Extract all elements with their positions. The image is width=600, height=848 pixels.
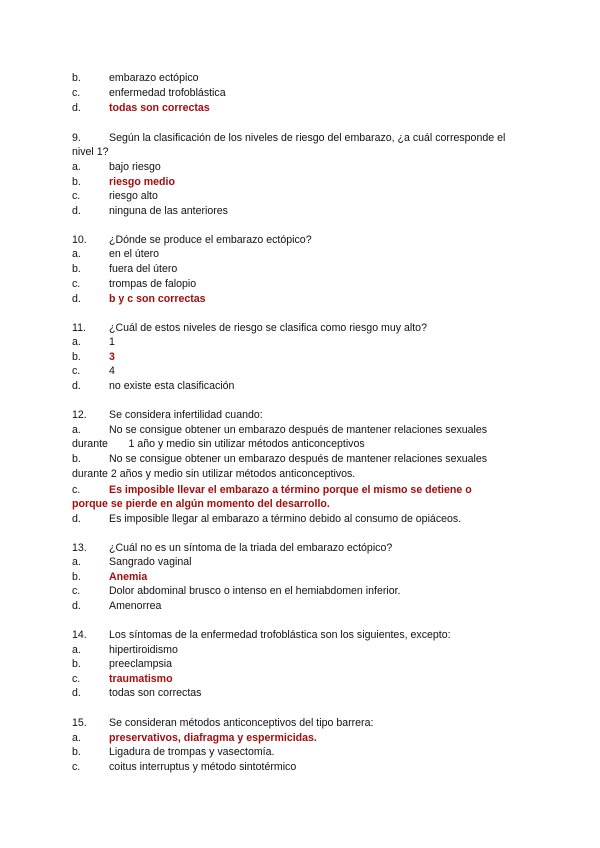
correct-answer: todas son correctas bbox=[109, 102, 210, 114]
correct-answer: riesgo medio bbox=[109, 176, 175, 188]
correct-answer: Anemia bbox=[109, 571, 148, 583]
correct-answer: traumatismo bbox=[109, 673, 173, 685]
q12-option-c-cont: porque se pierde en algún momento del desarrollo. bbox=[72, 498, 330, 510]
correct-answer: preservativos, diafragma y espermicidas. bbox=[109, 732, 317, 744]
correct-answer: b y c son correctas bbox=[109, 293, 206, 305]
q12-option-a-cont: durante 1 año y medio sin utilizar métodos anticonceptivos bbox=[72, 438, 365, 450]
correct-answer: Es imposible llevar el embarazo a término porque el mismo se detiene o bbox=[109, 484, 472, 496]
q9-question-cont: nivel 1? bbox=[72, 146, 109, 158]
q12-option-b-cont: durante 2 años y medio sin utilizar métodos anticonceptivos. bbox=[72, 468, 356, 480]
exam-page: b. embarazo ectópico c. enfermedad trofoblástica d. todas son correctas 9. Según la clasificación de los niveles de riesgo del embarazo, ¿a cuál corresponde el nivel 1? a. bajo riesgo b. riesgo medio c. riesgo alto d. ninguna de las anteriores 10. ¿Dónde se produce el embarazo ectópico? a. en el útero b. fuera del útero c. trompas de falopio d. b y c son correctas 11. ¿Cuál de estos niveles de riesgo se clasifica como riesgo muy alto? a. 1 b. 3 c. 4 d. no existe esta clasificación 12. Se considera infertilidad cuando: a. No se consigue obtener un embarazo después de mantener relaciones sexuales durante 1 año y medio sin utilizar métodos anticonceptivos b. No se consigue obtener un embarazo después de mantener relaciones sexuales durante 2 años y medio sin utilizar métodos anticonceptivos. c. Es imposible llevar el embarazo a término porque el mismo se detiene o porque se pierde en algún momento del desarrollo. d. Es imposible llegar al embarazo a término debido al consumo de opiáceos. 13. ¿Cuál no es un síntoma de la triada del embarazo ectópico? a. Sangrado vaginal b. Anemia c. Dolor abdominal brusco o intenso en el hemiabdomen inferior. d. Amenorrea 14. Los síntomas de la enfermedad trofoblástica son los siguientes, excepto: a. hipertiroidismo b. preeclampsia c. traumatismo d. todas son correctas 15. Se consideran métodos anticonceptivos del tipo barrera: a. preservativos, diafragma y espermicidas. b. Ligadura de trompas y vasectomía. c. coitus interruptus y método sintotérmico bbox=[72, 72, 506, 773]
correct-answer: 3 bbox=[109, 351, 115, 363]
